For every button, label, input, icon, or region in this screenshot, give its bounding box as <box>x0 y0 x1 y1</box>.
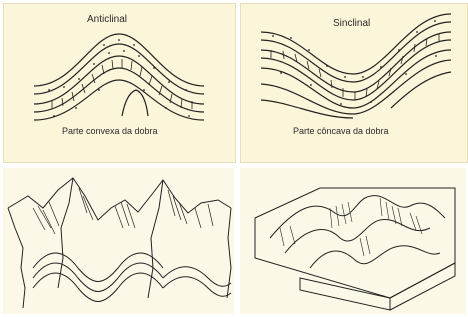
syncline-caption: Parte côncava da dobra <box>293 126 389 136</box>
anticline-diagram <box>4 4 235 162</box>
syncline-panel <box>240 3 468 163</box>
block-diagram-sketch <box>240 168 466 314</box>
anticline-title: Anticlinal <box>87 14 128 25</box>
syncline-title: Sinclinal <box>333 18 371 29</box>
folded-mountains-sketch <box>3 168 234 314</box>
anticline-caption: Parte convexa da dobra <box>62 126 158 136</box>
block-diagram-panel <box>240 168 466 314</box>
anticline-panel <box>3 3 236 163</box>
folded-mountains-panel <box>3 168 234 314</box>
